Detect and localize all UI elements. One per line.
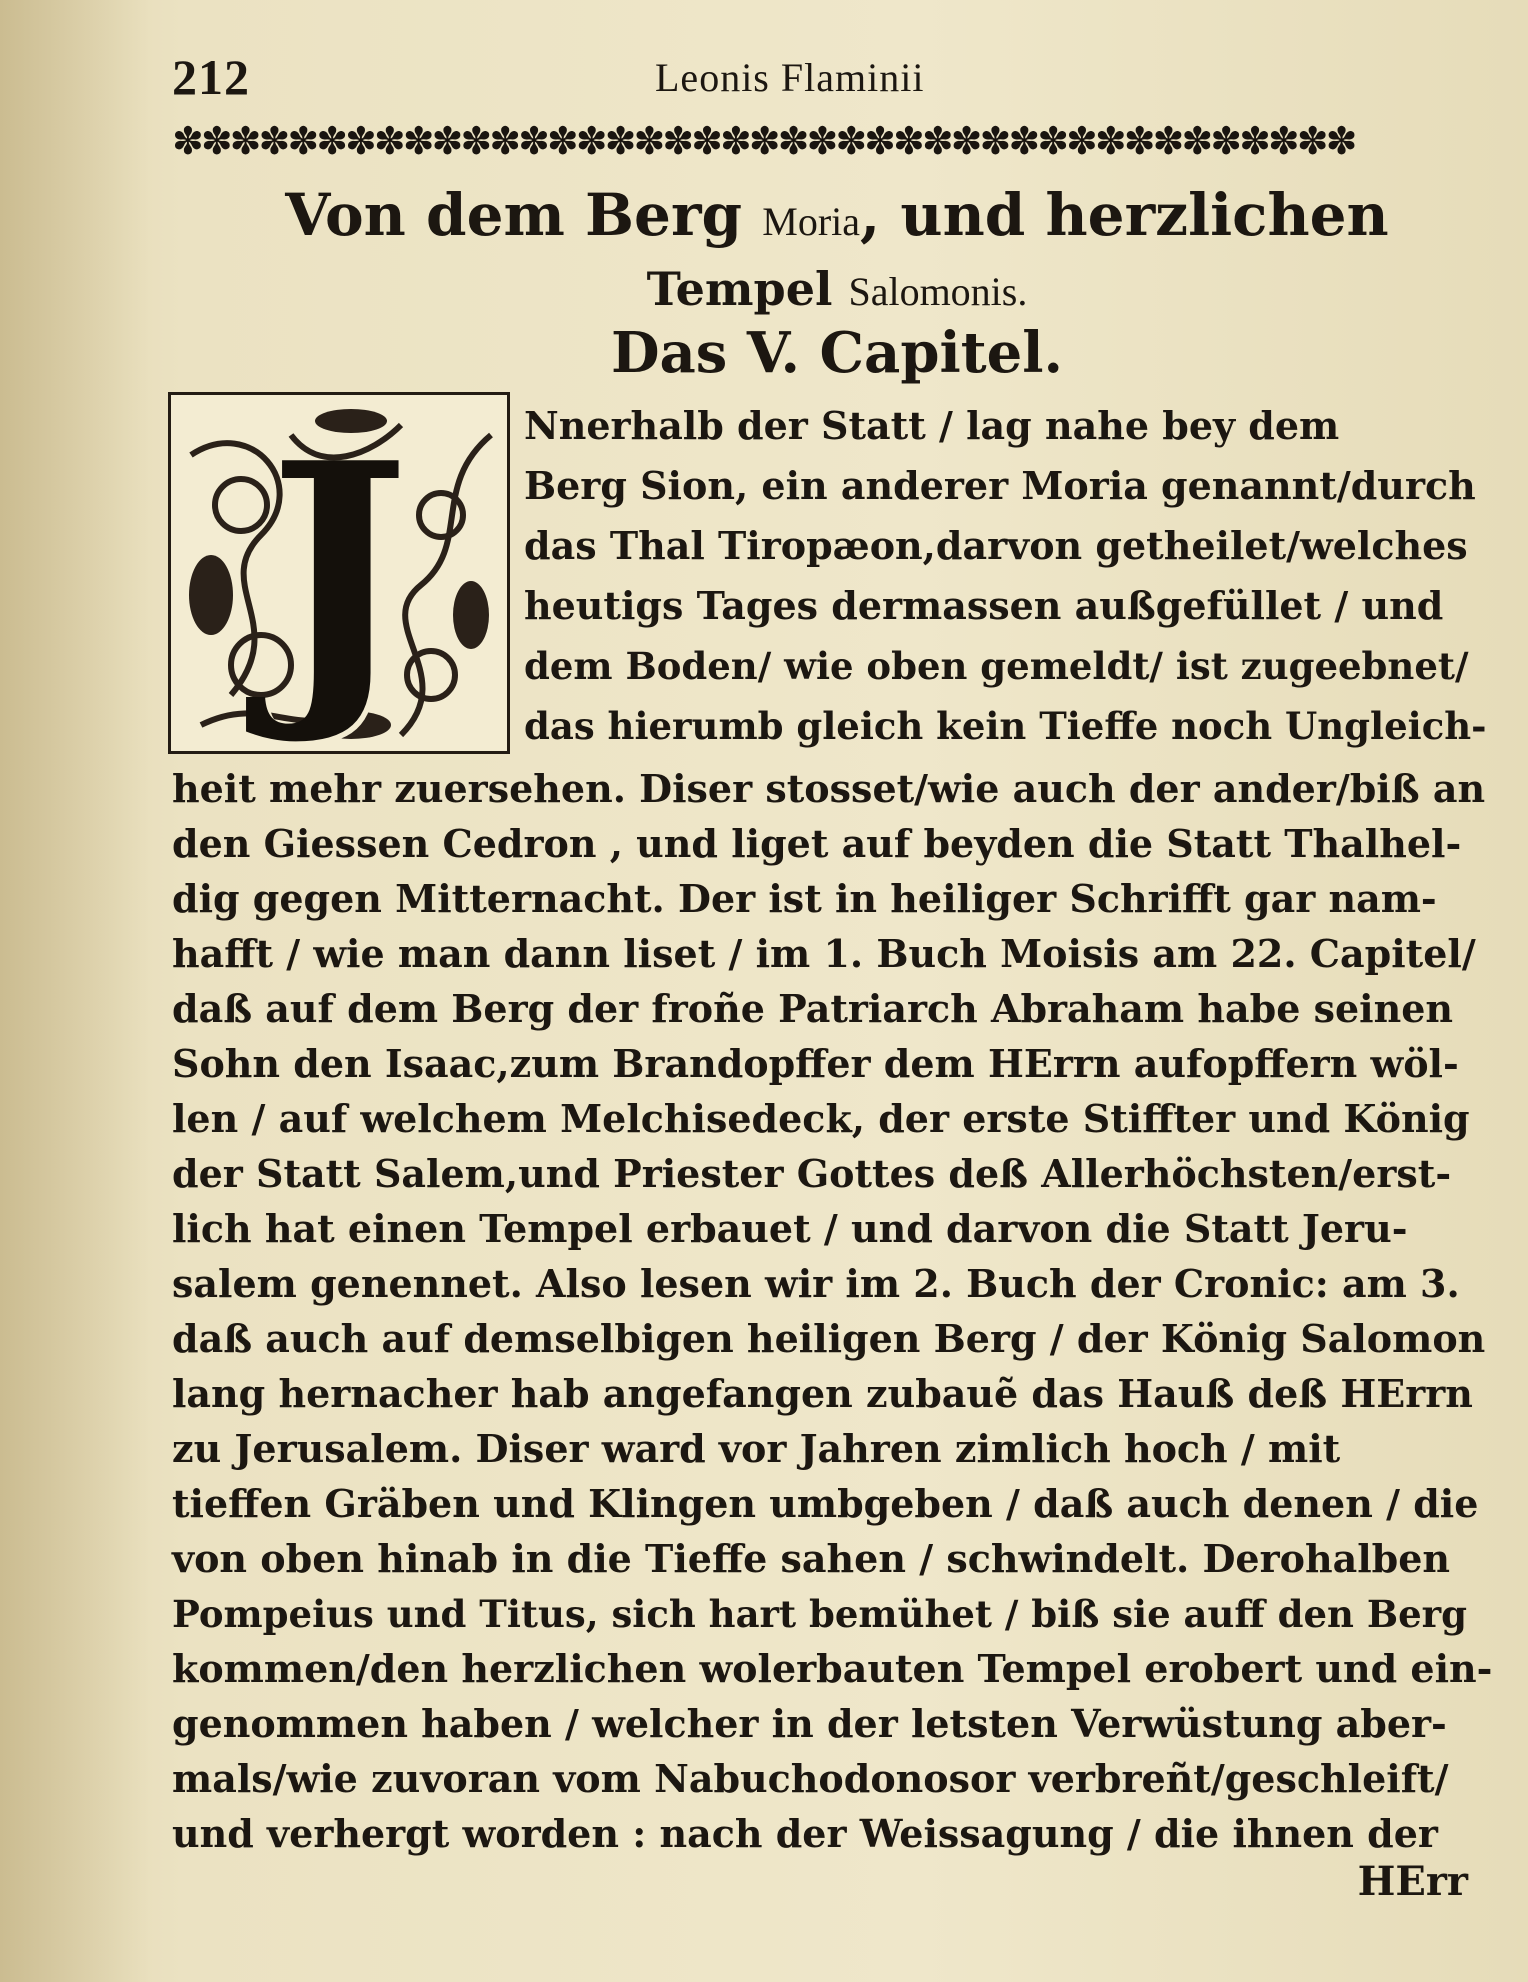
text-line: dig gegen Mitternacht. Der ist in heiliger Schrifft gar nam- [172, 876, 1437, 921]
text-line: Nnerhalb der Statt / lag nahe bey dem [524, 403, 1340, 448]
text-line: das hierumb gleich kein Tieffe noch Ungleich- [524, 704, 1487, 748]
chapter-number: Das V. Capitel. [610, 320, 1064, 386]
decorated-initial [168, 392, 510, 754]
text-line: zu Jerusalem. Diser ward vor Jahren zimlich hoch / mit [172, 1426, 1341, 1471]
text-line: dem Boden/ wie oben gemeldt/ ist zugeebnet/ [524, 644, 1469, 688]
text-line: len / auf welchem Melchisedeck, der erste Stiffter und König [172, 1096, 1470, 1141]
text-line: Sohn den Isaac,zum Brandopffer dem HErrn aufopffern wöl- [172, 1041, 1459, 1086]
text-line: lich hat einen Tempel erbauet / und darvon die Statt Jeru- [172, 1206, 1408, 1251]
text-line: salem genennet. Also lesen wir im 2. Buch der Cronic: am 3. [172, 1261, 1460, 1306]
text-line: heit mehr zuersehen. Diser stosset/wie auch der ander/biß an [172, 766, 1486, 811]
title-latin-moria: Moria [762, 199, 861, 244]
text-line: genommen haben / welcher in der letsten Verwüstung aber- [172, 1701, 1447, 1746]
ornamental-rule: ✽✽✽✽✽✽✽✽✽✽✽✽✽✽✽✽✽✽✽✽✽✽✽✽✽✽✽✽✽✽✽✽✽✽✽✽✽✽✽✽✽ [172, 119, 1355, 163]
title-latin-salomonis: Salomonis. [848, 269, 1028, 314]
text-line: und verhergt worden : nach der Weissagung / die ihnen der [172, 1811, 1438, 1856]
page-number: 212 [172, 49, 250, 105]
text-line: daß auch auf demselbigen heiligen Berg / der König Salomon [172, 1316, 1486, 1361]
text-line: heutigs Tages dermassen außgefüllet / und [524, 583, 1444, 628]
text-line: mals/wie zuvoran vom Nabuchodonosor verbreñt/geschleift/ [172, 1756, 1449, 1801]
text-line: von oben hinab in die Tieffe sahen / schwindelt. Derohalben [172, 1536, 1451, 1581]
text-line: das Thal Tiropæon,darvon getheilet/welches [524, 523, 1468, 568]
chapter-title-line-1 [172, 178, 1502, 259]
text-line: tieffen Gräben und Klingen umbgeben / daß auch denen / die [172, 1481, 1479, 1526]
gutter-shadow [0, 0, 150, 1982]
text-line: lang hernacher hab angefangen zubauẽ das Hauß deß HErrn [172, 1371, 1473, 1416]
chapter-title [172, 178, 1502, 322]
text-line: Pompeius und Titus, sich hart bemühet / biß sie auff den Berg [172, 1592, 1467, 1636]
text-line: daß auf dem Berg der froñe Patriarch Abraham habe seinen [172, 986, 1454, 1031]
text-line: Berg Sion, ein anderer Moria genannt/durch [524, 463, 1476, 508]
text-line: den Giessen Cedron , und liget auf beyden die Statt Thalhel- [172, 821, 1462, 866]
text-line: kommen/den herzlichen wolerbauten Tempel erobert und ein- [172, 1646, 1493, 1691]
title-text-b: , und herzlichen [860, 181, 1389, 249]
catchword: HErr [1357, 1858, 1468, 1905]
text-line: hafft / wie man dann liset / im 1. Buch Moisis am 22. Capitel/ [172, 931, 1476, 976]
initial-letter: J [268, 396, 410, 750]
title-text-c: Tempel [646, 262, 849, 316]
running-head: Leonis Flaminii [655, 55, 925, 100]
text-line: der Statt Salem,und Priester Gottes deß Allerhöchsten/erst- [172, 1151, 1452, 1196]
title-text-a: Von dem Berg [285, 181, 763, 249]
chapter-title-line-2 [172, 259, 1502, 322]
